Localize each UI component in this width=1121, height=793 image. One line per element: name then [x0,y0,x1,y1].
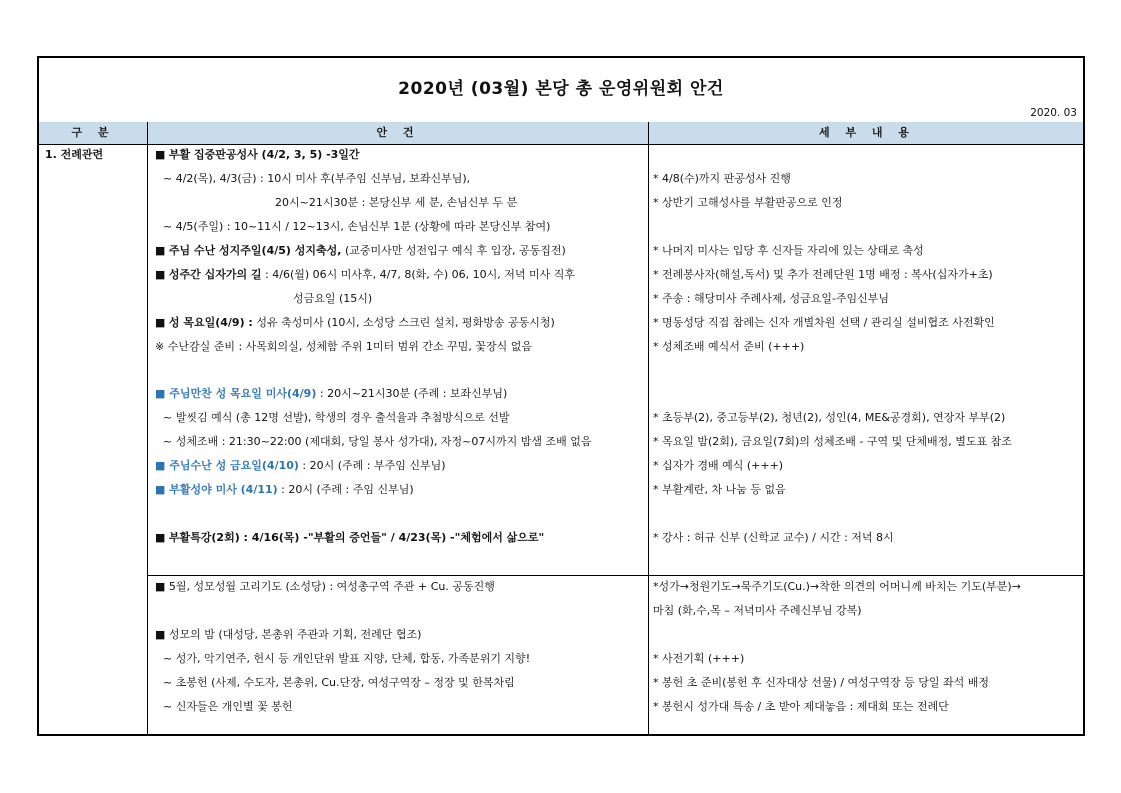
detail-item: * 강사 : 허규 신부 (신학교 교수) / 시간 : 저녁 8시 [653,531,894,544]
detail-item: * 사전기획 (+++) [653,652,745,665]
agenda-item: ■ 부활특강(2회) : 4/16(목) -"부활의 증언들" / 4/23(목) -"체험에서 삶으로" [155,531,545,544]
agenda-item: ~ 4/2(목), 4/3(금) : 10시 미사 후(부주임 신부님, 보좌신부님), [163,172,471,185]
agenda-item: 성금요일 (15시) [293,292,373,305]
agenda-item: ■ 5월, 성모성월 고리기도 (소성당) : 여성총구역 주관 + Cu. 공동진행 [155,580,495,593]
detail-item: * 목요일 밤(2회), 금요일(7회)의 성체조배 - 구역 및 단체배정, 별도표 참조 [653,435,1012,448]
header-details: 세 부 내 용 [819,126,915,139]
header-agenda: 안 건 [376,126,420,139]
agenda-item: ■ 주님 수난 성지주일(4/5) 성지축성, (교중미사만 성전입구 예식 후 입장, 공동집전) [155,244,566,257]
section-divider [147,575,1083,576]
agenda-item: ~ 성체조배 : 21:30~22:00 (제대회, 당일 봉사 성가대), 자정~07시까지 밤샘 조배 없음 [163,435,592,448]
table-header [39,122,1083,145]
category-liturgy: 1. 전례관련 [45,148,104,161]
agenda-item: ~ 4/5(주일) : 10~11시 / 12~13시, 손님신부 1분 (상황에 따라 본당신부 참여) [163,220,551,233]
agenda-item: ~ 발씻김 예식 (총 12명 선발), 학생의 경우 출석율과 추첨방식으로 선발 [163,411,510,424]
detail-item: * 주송 : 해당미사 주례사제, 성금요일-주임신부님 [653,292,890,305]
detail-item: * 4/8(수)까지 판공성사 진행 [653,172,791,185]
column-divider-2 [648,122,649,734]
document-date: 2020. 03 [1030,107,1077,119]
agenda-item: ~ 성가, 악기연주, 헌시 등 개인단위 발표 지양, 단체, 합동, 가족분위기 지향! [163,652,531,665]
agenda-item: ■ 부활 집중판공성사 (4/2, 3, 5) -3일간 [155,148,360,161]
agenda-item: ■ 주님만찬 성 목요일 미사(4/9) : 20시~21시30분 (주례 : 보좌신부님) [155,387,508,400]
agenda-item: ■ 주님수난 성 금요일(4/10) : 20시 (주례 : 부주임 신부님) [155,459,446,472]
header-category: 구 분 [71,126,115,139]
detail-item: * 초등부(2), 중고등부(2), 청년(2), 성인(4, ME&공경회), 연장자 부부(2) [653,411,1006,424]
detail-item: * 성체조배 예식서 준비 (+++) [653,340,805,353]
detail-item: * 나머지 미사는 입당 후 신자들 자리에 있는 상태로 축성 [653,244,924,257]
agenda-item: ■ 성모의 밤 (대성당, 본총위 주관과 기획, 전례단 협조) [155,628,422,641]
detail-item: * 십자가 경배 예식 (+++) [653,459,784,472]
agenda-item: ~ 신자들은 개인별 꽃 봉헌 [163,700,293,713]
detail-item: *성가→청원기도→묵주기도(Cu.)→착한 의견의 어머니께 바치는 기도(부분)→ [653,580,1021,593]
agenda-item: ※ 수난감실 준비 : 사목회의실, 성체함 주위 1미터 범위 간소 꾸밈, 꽃장식 없음 [155,340,533,353]
detail-item: 마침 (화,수,목 – 저녁미사 주례신부님 강복) [653,604,862,617]
agenda-item: 20시~21시30분 : 본당신부 세 분, 손님신부 두 분 [275,196,518,209]
agenda-item: ■ 성주간 십자가의 길 : 4/6(월) 06시 미사후, 4/7, 8(화, 수) 06, 10시, 저녁 미사 직후 [155,268,576,281]
detail-item: * 부활계란, 차 나눔 등 없음 [653,483,786,496]
agenda-page [37,56,1085,736]
detail-item: * 전례봉사자(해설,독서) 및 추가 전례단원 1명 배정 : 복사(십자가+초) [653,268,993,281]
agenda-item: ■ 부활성야 미사 (4/11) : 20시 (주례 : 주임 신부님) [155,483,414,496]
agenda-item: ■ 성 목요일(4/9) : 성유 축성미사 (10시, 소성당 스크린 설치, 평화방송 공동시청) [155,316,555,329]
column-divider-1 [147,122,148,734]
detail-item: * 상반기 고해성사를 부활판공으로 인정 [653,196,843,209]
agenda-item: ~ 초봉헌 (사제, 수도자, 본총위, Cu.단장, 여성구역장 – 정장 및 한복차림 [163,676,515,689]
detail-item: * 봉헌 초 준비(봉헌 후 신자대상 선물) / 여성구역장 등 당일 좌석 배정 [653,676,990,689]
title-area [39,58,1083,123]
detail-item: * 명동성당 직접 참례는 신자 개별차원 선택 / 관리실 설비협조 사전확인 [653,316,995,329]
detail-item: * 봉헌시 성가대 특송 / 초 받아 제대놓음 : 제대회 또는 전례단 [653,700,949,713]
page-title: 2020년 (03월) 본당 총 운영위원회 안건 [398,79,724,99]
